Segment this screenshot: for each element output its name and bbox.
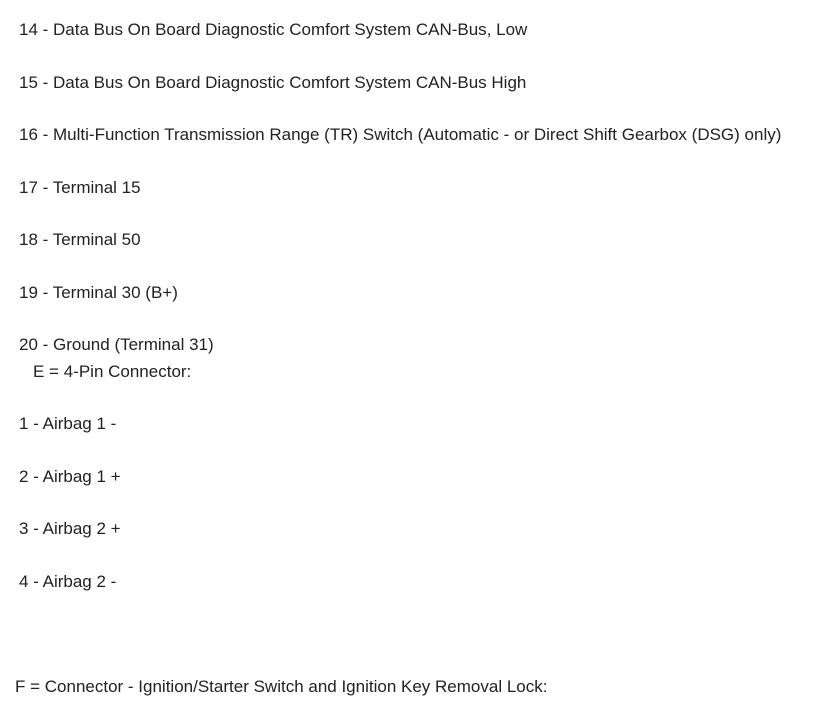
pin-15-description: 15 - Data Bus On Board Diagnostic Comfort System CAN-Bus High	[19, 73, 527, 92]
pin-17-description: 17 - Terminal 15	[19, 178, 141, 197]
pin-18-description: 18 - Terminal 50	[19, 230, 141, 249]
connector-e-pin-1: 1 - Airbag 1 -	[19, 414, 117, 433]
pin-19-description: 19 - Terminal 30 (B+)	[19, 283, 178, 302]
connector-e-pin-4: 4 - Airbag 2 -	[19, 572, 117, 591]
pin-16-description: 16 - Multi-Function Transmission Range (TR) Switch (Automatic - or Direct Shift Gearbox (DSG) only)	[19, 125, 782, 144]
connector-e-pin-2: 2 - Airbag 1 +	[19, 467, 121, 486]
connector-f-heading: F = Connector - Ignition/Starter Switch and Ignition Key Removal Lock:	[15, 677, 548, 696]
connector-e-pin-3: 3 - Airbag 2 +	[19, 519, 121, 538]
connector-e-heading: E = 4-Pin Connector:	[33, 362, 192, 381]
pin-14-description: 14 - Data Bus On Board Diagnostic Comfort System CAN-Bus, Low	[19, 20, 528, 39]
pin-20-description: 20 - Ground (Terminal 31)	[19, 335, 214, 354]
